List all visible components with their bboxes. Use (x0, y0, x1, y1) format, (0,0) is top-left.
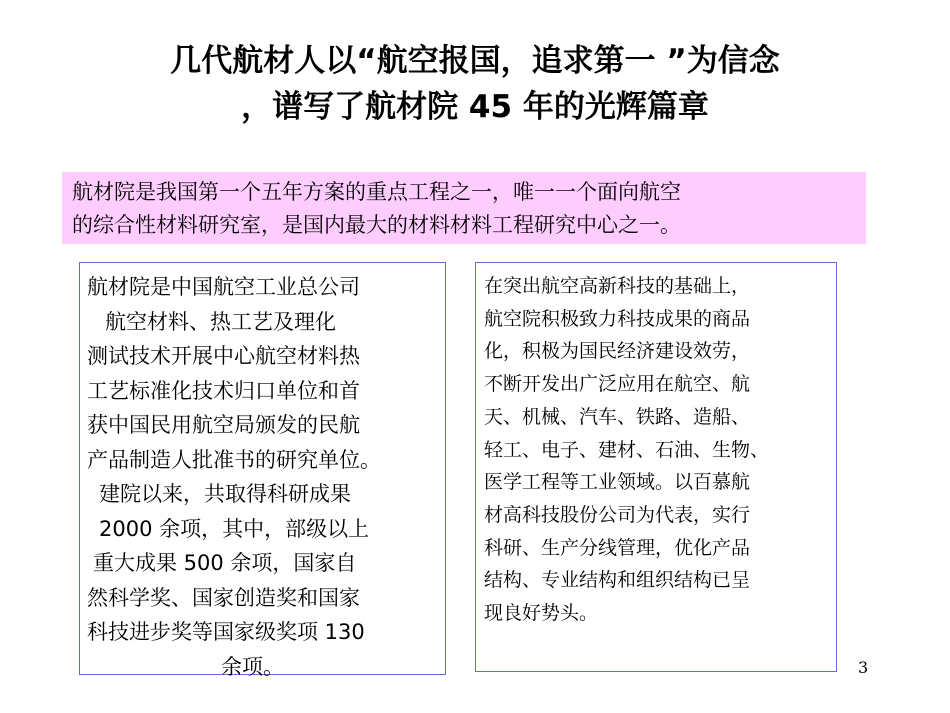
right-line: 天、机械、汽车、铁路、造船、 (484, 405, 751, 428)
left-line: 产品制造人批准书的研究单位。 (87, 447, 381, 472)
right-line: 化，积极为国民经济建设效劳， (484, 340, 751, 363)
right-line: 航空院积极致力科技成果的商品 (484, 307, 751, 330)
left-line: 工艺标准化技术归口单位和首 (87, 378, 360, 403)
page-number: 3 (858, 658, 869, 677)
right-line: 医学工程等工业领域。以百慕航 (484, 471, 751, 494)
slide-title-line-2: ，谱写了航材院 45 年的光辉篇章 (241, 89, 709, 125)
left-text-block (79, 270, 446, 684)
left-line: 建院以来，共取得科研成果 (99, 482, 351, 506)
intro-banner (62, 172, 866, 244)
left-line: 重大成果 500 余项，国家自 (93, 551, 357, 575)
left-line: 然科学奖、国家创造奖和国家 (87, 585, 360, 610)
right-line: 材高科技股份公司为代表，实行 (484, 503, 751, 526)
right-line: 现良好势头。 (484, 602, 599, 625)
right-line: 科研、生产分线管理，优化产品 (484, 536, 751, 559)
left-line: 航空材料、热工艺及理化 (105, 309, 336, 334)
right-line: 不断开发出广泛应用在航空、航 (484, 373, 751, 396)
left-line: 2000 余项，其中，部级以上 (99, 516, 370, 541)
left-line: 获中国民用航空局颁发的民航 (87, 413, 360, 437)
right-line: 在突出航空高新科技的基础上， (484, 275, 751, 297)
right-line: 轻工、电子、建材、石油、生物、 (484, 438, 770, 461)
right-text-block (484, 270, 834, 630)
intro-line-2: 的综合性材料研究室，是国内最大的材料材料工程研究中心之一。 (72, 213, 681, 237)
right-line: 结构、专业结构和组织结构已呈 (484, 569, 751, 592)
intro-line-1: 航材院是我国第一个五年方案的重点工程之一，唯一一个面向航空 (72, 180, 681, 204)
left-line: 科技进步奖等国家级奖项 130 (87, 620, 365, 644)
slide-title-line-1: 几代航材人以“航空报国，追求第一 ”为信念 (170, 43, 780, 79)
left-line: 航材院是中国航空工业总公司 (87, 275, 360, 299)
left-line: 余项。 (221, 654, 284, 679)
slide-title (90, 38, 860, 130)
left-line: 测试技术开展中心航空材料热 (87, 344, 360, 368)
